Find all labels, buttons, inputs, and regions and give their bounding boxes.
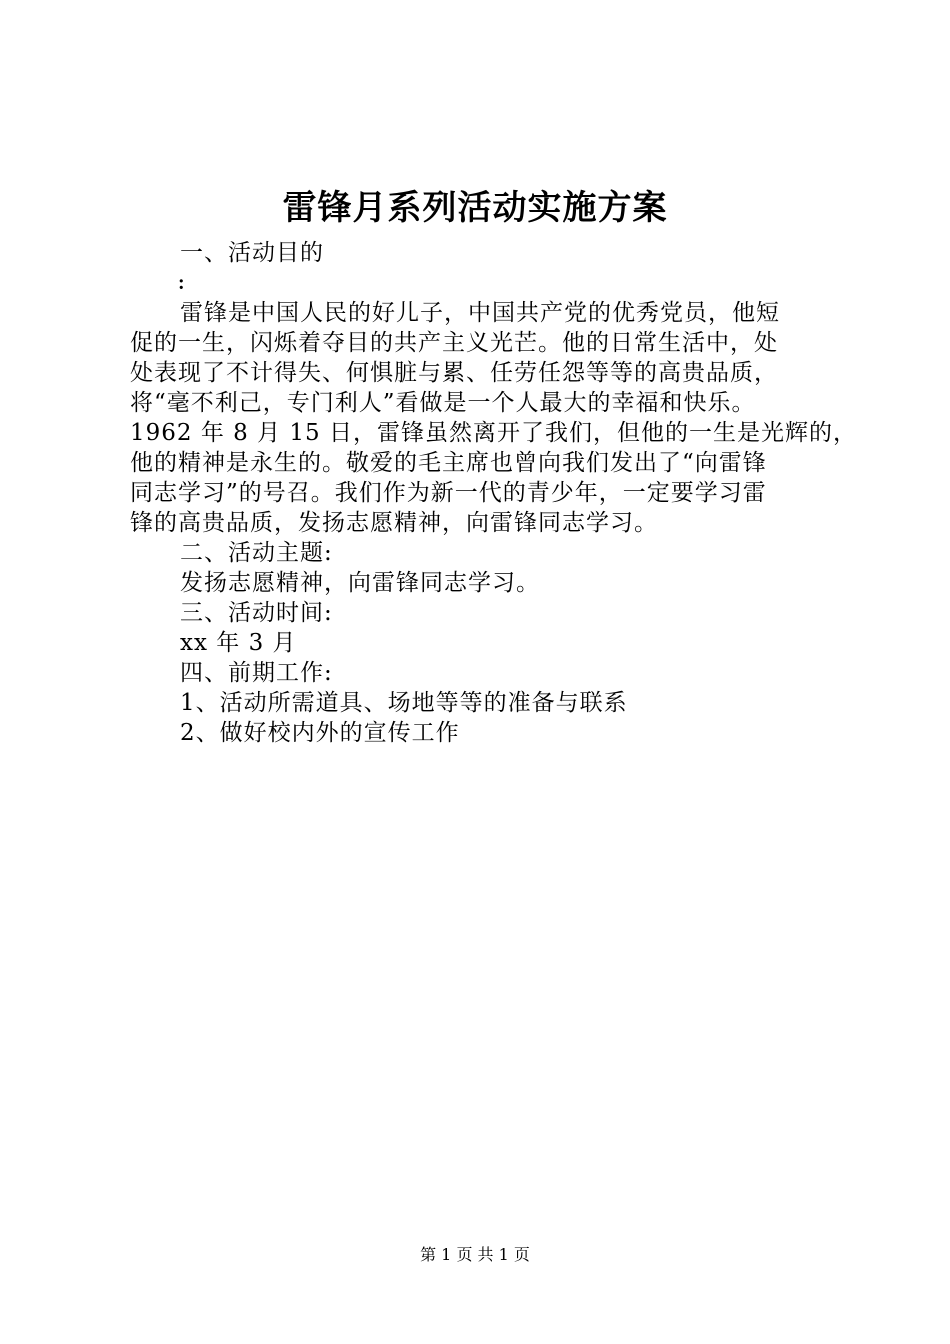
section-heading-colon: : <box>178 272 186 294</box>
section-heading-theme: 二、活动主题: <box>180 540 333 566</box>
section-heading-preparation: 四、前期工作: <box>180 660 333 686</box>
paragraph-line: 1962 年 8 月 15 日，雷锋虽然离开了我们，但他的一生是光辉的， <box>130 420 857 446</box>
paragraph-line: 锋的高贵品质，发扬志愿精神，向雷锋同志学习。 <box>130 510 658 536</box>
section-heading-time: 三、活动时间: <box>180 600 333 626</box>
section-text-theme: 发扬志愿精神，向雷锋同志学习。 <box>180 570 540 596</box>
paragraph-line: 他的精神是永生的。敬爱的毛主席也曾向我们发出了“向雷锋 <box>130 450 767 476</box>
paragraph-line: 同志学习”的号召。我们作为新一代的青少年，一定要学习雷 <box>130 480 767 506</box>
paragraph-line: 处表现了不计得失、何惧脏与累、任劳任怨等等的高贵品质， <box>130 360 778 386</box>
paragraph-line: 将“毫不利己，专门利人”看做是一个人最大的幸福和快乐。 <box>130 390 756 416</box>
document-title: 雷锋月系列活动实施方案 <box>282 188 668 228</box>
document-body <box>130 238 857 748</box>
section-heading-purpose: 一、活动目的 <box>180 240 324 266</box>
paragraph-line: 雷锋是中国人民的好儿子，中国共产党的优秀党员，他短 <box>180 300 780 326</box>
list-item: 1、活动所需道具、场地等等的准备与联系 <box>180 690 628 716</box>
list-item: 2、做好校内外的宣传工作 <box>180 720 460 746</box>
section-text-time: xx 年 3 月 <box>180 630 297 656</box>
page-footer: 第 1 页 共 1 页 <box>420 1245 530 1264</box>
paragraph-line: 促的一生，闪烁着夺目的共产主义光芒。他的日常生活中，处 <box>130 330 778 356</box>
purpose-paragraph <box>130 298 857 538</box>
